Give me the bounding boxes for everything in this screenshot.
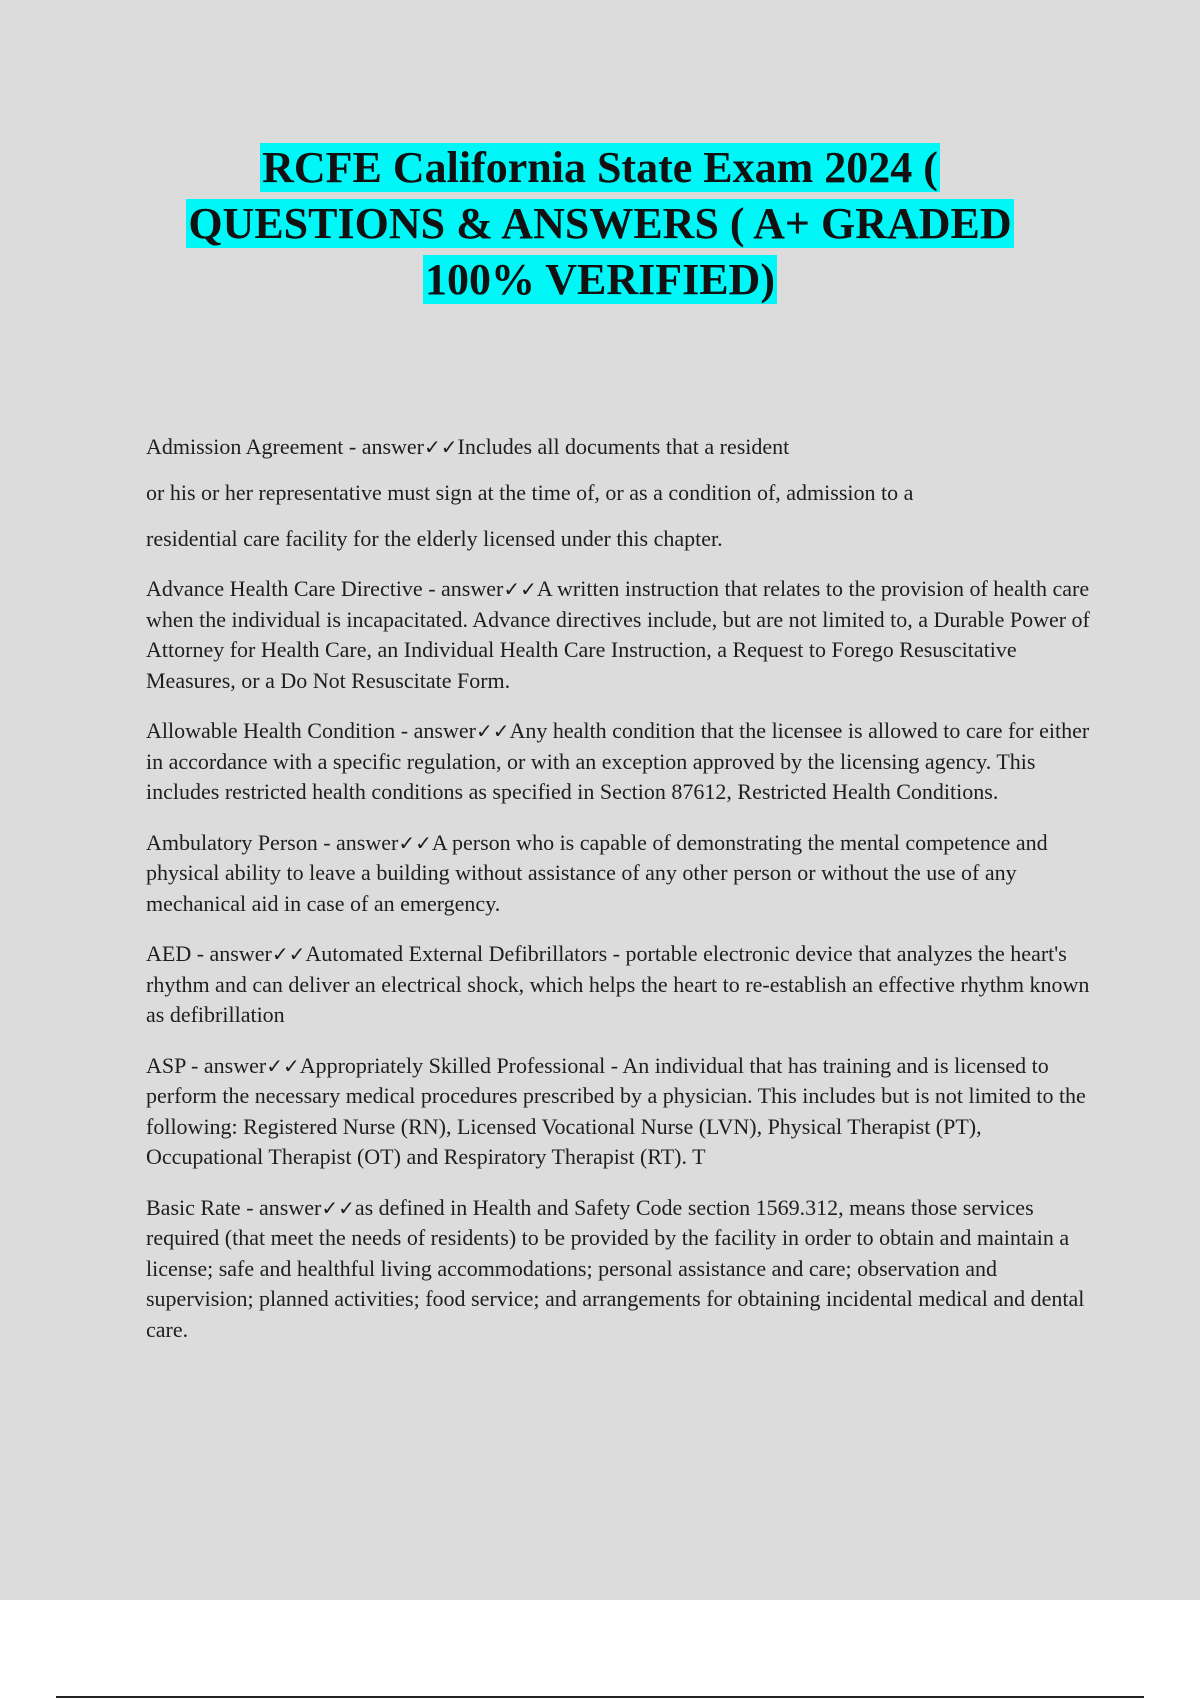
entry-definition: Any health condition that the licensee is allowed to care for either in accordance with a specific regulation, or with an exception approved by the licensing agency. This includes restricted health conditions as specified in Section 87612, Restricted Health Conditions. bbox=[146, 718, 1090, 804]
title-line-1: RCFE California State Exam 2024 ( bbox=[262, 143, 938, 192]
document-title bbox=[100, 140, 1100, 308]
entry-term: Ambulatory Person bbox=[146, 829, 318, 855]
entry-separator: - answer bbox=[317, 829, 399, 855]
entry-definition: Appropriately Skilled Professional - An individual that has training and is licensed to perform the necessary medical procedures prescribed by a physician. This includes but is not limited to the following: Registered Nurse (RN), Licensed Vocational Nurse (LVN), Physical Therapist (PT), Occupational Therapist (OT) and Respiratory Therapist (RT). T bbox=[146, 1052, 1086, 1169]
entry-separator: - answer bbox=[185, 1052, 267, 1078]
entry-term: AED bbox=[146, 941, 192, 966]
entry-line bbox=[146, 424, 1096, 470]
double-check-icon: ✓✓ bbox=[398, 830, 432, 855]
entry-definition: Includes all documents that a resident bbox=[457, 434, 790, 459]
entry-term: ASP bbox=[146, 1052, 186, 1078]
title-line-3: 100% VERIFIED) bbox=[424, 255, 775, 304]
glossary-entry-basic-rate bbox=[146, 1193, 1096, 1346]
entry-line: residential care facility for the elderly licensed under this chapter. bbox=[146, 526, 723, 551]
entry-definition: A person who is capable of demonstrating the mental competence and physical ability to leave a building without assistance of any other person or without the use of any mechanical aid in case of an emergency. bbox=[146, 829, 1048, 916]
double-check-icon: ✓✓ bbox=[503, 577, 537, 601]
entry-separator: - answer bbox=[395, 718, 476, 743]
glossary-entry-asp bbox=[146, 1051, 1096, 1173]
glossary-entry-advance-health-care-directive bbox=[146, 574, 1096, 696]
entry-definition: A written instruction that relates to the provision of health care when the individual is incapacitated. Advance directives include, but are not limited to, a Durable Power of Attorney for Health Care, an Individual Health Care Instruction, a Request to Forego Resuscitative Measures, or a Do Not Resuscitate Form. bbox=[146, 576, 1090, 693]
entry-term: Advance Health Care Directive bbox=[146, 576, 423, 601]
double-check-icon: ✓✓ bbox=[475, 719, 510, 743]
double-check-icon: ✓✓ bbox=[271, 942, 306, 966]
glossary-entry-ambulatory-person bbox=[146, 828, 1096, 920]
glossary-list bbox=[146, 432, 1096, 1365]
double-check-icon: ✓✓ bbox=[266, 1053, 300, 1078]
double-check-icon: ✓✓ bbox=[424, 435, 458, 459]
entry-separator: - answer bbox=[422, 576, 504, 601]
entry-definition: Automated External Defibrillators - portable electronic device that analyzes the heart's rhythm and can deliver an electrical shock, which helps the heart to re-establish an effective rhythm known as defibrillation bbox=[146, 941, 1090, 1027]
entry-definition: as defined in Health and Safety Code section 1569.312, means those services required (that meet the needs of residents) to be provided by the facility in order to obtain and maintain a license; safe and healthful living accommodations; personal assistance and care; observation and supervision; planned activities; food service; and arrangements for obtaining incidental medical and dental care. bbox=[146, 1194, 1085, 1342]
glossary-entry-aed bbox=[146, 939, 1096, 1031]
glossary-entry-allowable-health-condition bbox=[146, 716, 1096, 808]
entry-separator: - answer bbox=[343, 434, 425, 459]
title-line-2: QUESTIONS & ANSWERS ( A+ GRADED bbox=[188, 199, 1012, 248]
glossary-entry-admission-agreement bbox=[146, 424, 1096, 562]
entry-term: Admission Agreement bbox=[146, 434, 344, 459]
page-bottom-rule bbox=[56, 1696, 1144, 1698]
entry-term: Basic Rate bbox=[146, 1194, 241, 1220]
entry-separator: - answer bbox=[191, 941, 272, 966]
double-check-icon: ✓✓ bbox=[321, 1195, 355, 1220]
entry-term: Allowable Health Condition bbox=[146, 718, 396, 743]
entry-separator: - answer bbox=[240, 1194, 322, 1220]
entry-line: or his or her representative must sign at the time of, or as a condition of, admission to a bbox=[146, 480, 914, 505]
